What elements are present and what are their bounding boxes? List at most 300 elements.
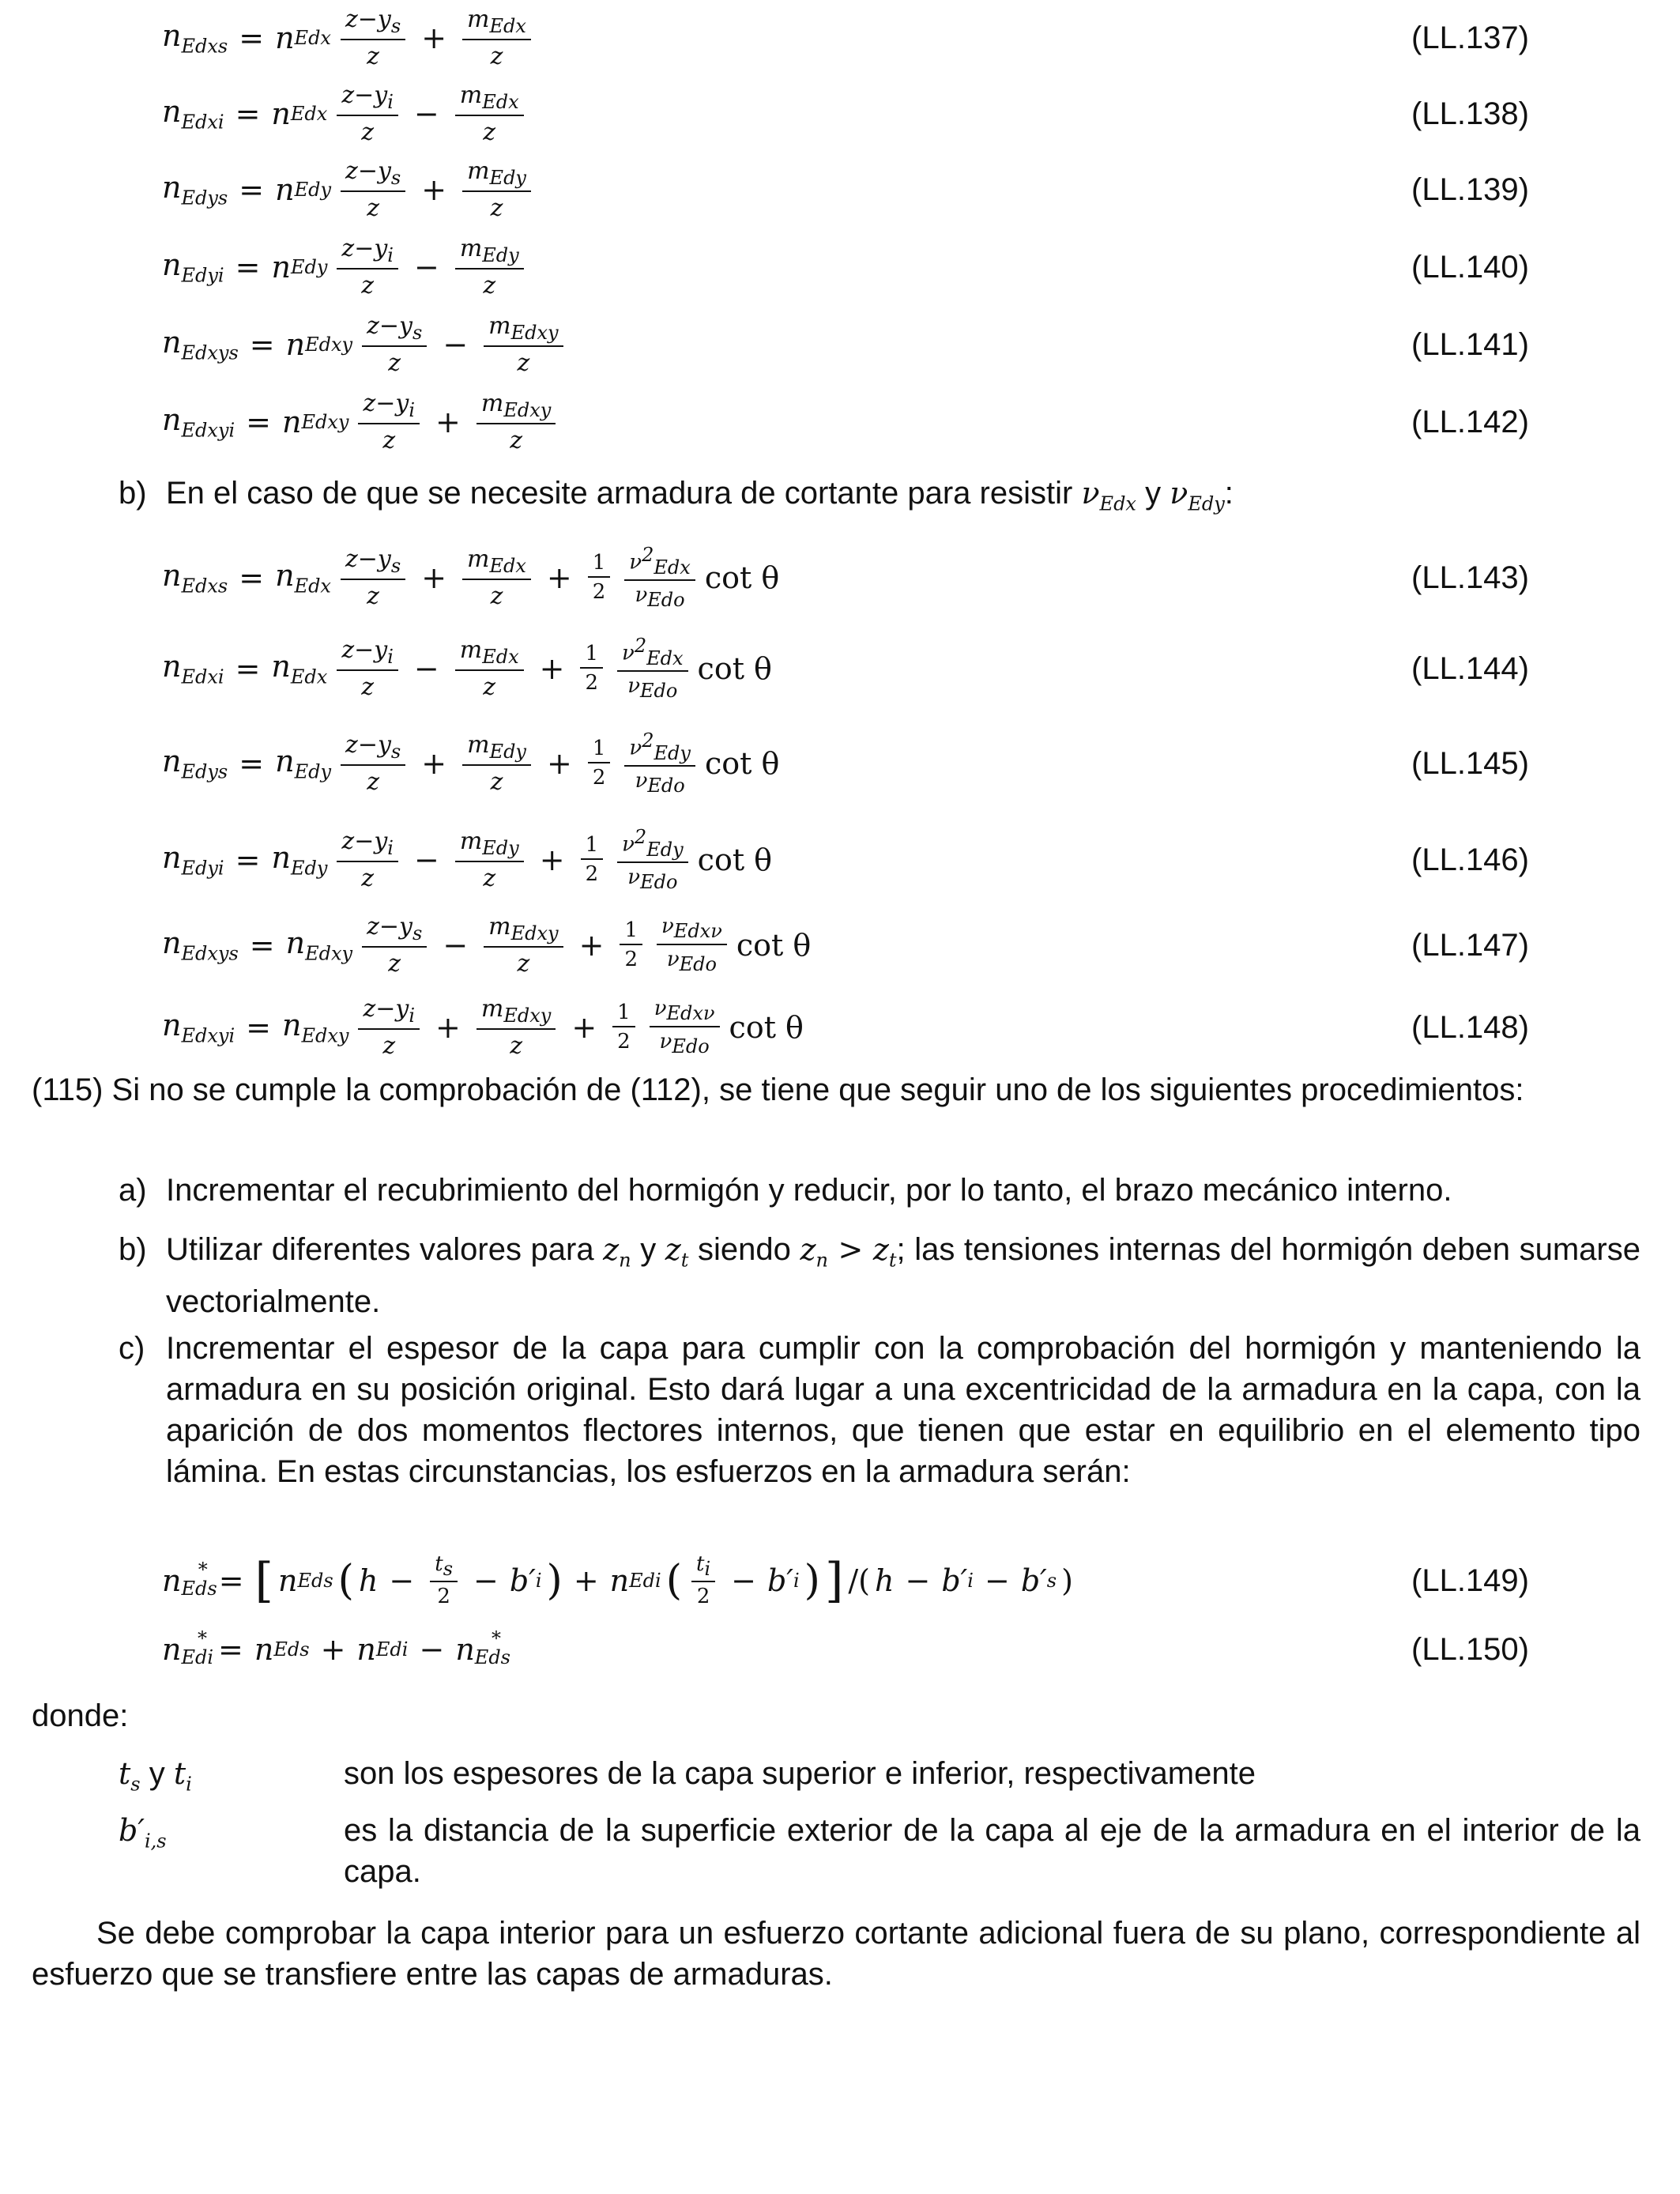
list-marker: a)	[119, 1173, 147, 1208]
equation-row	[162, 540, 1585, 616]
operator: +	[435, 1009, 461, 1045]
sub: i,s	[144, 1830, 167, 1853]
conj: y	[1145, 476, 1162, 511]
sub: s	[130, 1773, 141, 1796]
fraction	[455, 828, 524, 891]
sub: t	[680, 1249, 689, 1272]
numerator	[477, 390, 556, 424]
fraction	[341, 6, 405, 69]
text: siendo	[698, 1232, 791, 1267]
operator: +	[421, 172, 447, 207]
sub: Edx	[482, 646, 519, 669]
denominator: z	[510, 426, 522, 454]
numerator	[455, 637, 524, 670]
math-variable	[162, 558, 228, 598]
fraction	[477, 996, 556, 1058]
equals: =	[249, 326, 275, 362]
list-text: Incrementar el recubrimiento del hormigón y reducir, por lo tanto, el brazo mecánico interno.	[166, 1173, 1452, 1208]
fraction	[337, 637, 398, 699]
sub: Edxs	[181, 575, 228, 598]
sub: Edy	[290, 857, 328, 880]
sub: Edy	[1188, 492, 1225, 515]
sub: Edo	[679, 953, 717, 976]
math-variable	[271, 840, 327, 880]
lhs	[162, 170, 228, 209]
var: n	[162, 18, 182, 54]
denominator: 2	[592, 766, 606, 790]
cot-theta: cot θ	[736, 927, 812, 963]
denominator	[627, 863, 677, 893]
operator: −	[443, 326, 469, 362]
fraction-shear	[624, 730, 695, 797]
numerator	[358, 390, 420, 424]
fraction	[484, 914, 563, 976]
fraction	[337, 82, 398, 145]
sub: Edxy	[305, 942, 353, 965]
definition-text: es la distancia de la superficie exterior de la capa al eje de la armadura en el interior de la capa.	[344, 1813, 1640, 1889]
math-variable	[467, 545, 526, 578]
lhs	[162, 18, 228, 58]
equation-number: (LL.140)	[1411, 249, 1529, 285]
numerator: 1	[581, 834, 604, 860]
text: z−y	[363, 995, 409, 1023]
sup: 2	[642, 544, 654, 567]
definition-ts-ti	[119, 1753, 1640, 1800]
equation-row	[162, 76, 1585, 152]
intro-text: En el caso de que se necesite armadura de cortante para resistir	[166, 476, 1073, 511]
denominator: z	[361, 864, 375, 892]
donde-label: donde:	[32, 1698, 129, 1733]
fraction	[337, 236, 398, 298]
operator: +	[571, 1009, 597, 1045]
sub: Edys	[181, 187, 228, 209]
equals: =	[235, 96, 261, 131]
denominator	[667, 945, 717, 975]
list-marker: b)	[119, 476, 147, 511]
denominator	[627, 672, 677, 702]
equals: =	[235, 843, 261, 877]
var: n	[285, 925, 306, 961]
var: n	[162, 840, 182, 876]
denominator: z	[490, 767, 503, 796]
operator: +	[546, 560, 572, 595]
operator: +	[421, 746, 447, 781]
numerator	[617, 635, 688, 672]
var: m	[488, 312, 511, 341]
sub: Edo	[672, 1035, 710, 1058]
equation-body	[162, 6, 536, 69]
numerator	[341, 732, 405, 765]
text: z−y	[341, 636, 388, 665]
var: n	[281, 1008, 302, 1043]
list-item-a	[119, 1170, 1640, 1211]
operator: +	[435, 404, 461, 439]
sub: Edxyi	[181, 419, 235, 442]
lhs	[162, 402, 235, 442]
var: ν	[1081, 476, 1100, 511]
cot-theta: cot θ	[704, 560, 780, 595]
list-item-b-shear	[119, 473, 1640, 525]
sub: Edxy	[503, 1005, 552, 1027]
equation-row	[162, 990, 1585, 1065]
math-variable	[162, 649, 224, 688]
sub: Edyi	[181, 857, 224, 880]
equation-ll149	[162, 1543, 1585, 1619]
numerator	[341, 546, 405, 579]
definition-b	[119, 1810, 1640, 1897]
closing-paragraph: Se debe comprobar la capa interior para un esfuerzo cortante adicional fuera de su plano, correspondiente al esfuerzo que se transfiere entre las capas de armaduras.	[32, 1916, 1640, 1992]
mid: y	[140, 1756, 174, 1791]
denominator: z	[361, 673, 375, 701]
cot-theta: cot θ	[697, 843, 773, 877]
sub: Edx	[290, 102, 328, 125]
sub: i	[409, 1005, 416, 1027]
sub: Edyi	[181, 264, 224, 287]
definition-symbol	[119, 1810, 167, 1862]
numerator	[624, 730, 695, 767]
fraction	[341, 546, 405, 609]
var: ν	[627, 865, 641, 890]
operator: +	[539, 843, 565, 877]
sub: Edxy	[305, 333, 353, 356]
denominator: z	[382, 1031, 396, 1060]
denominator: 2	[624, 947, 638, 971]
math-variable	[282, 1008, 348, 1047]
equation-body: n $_{Edi}$ * = n Eds + n Edi − n $_{Eds}$ *	[162, 1627, 510, 1668]
sub: Edy	[654, 741, 691, 764]
text: z−y	[367, 913, 412, 941]
definition-symbol	[119, 1753, 192, 1805]
sub: s	[390, 167, 401, 190]
denominator: z	[510, 1031, 522, 1060]
sub: i	[387, 91, 394, 114]
sub: Edy	[294, 760, 332, 783]
denominator: z	[517, 949, 530, 978]
var: n	[271, 649, 291, 684]
sub: Edys	[181, 760, 228, 783]
equation-number: (LL.143)	[1411, 560, 1529, 595]
sub: n	[619, 1249, 631, 1272]
numerator: 1	[588, 737, 611, 763]
denominator: z	[483, 864, 496, 892]
math-inequality	[800, 1232, 897, 1272]
sub: Edx	[646, 647, 684, 669]
sub: Edx	[489, 15, 526, 38]
fraction-half	[581, 834, 604, 885]
cot-theta: cot θ	[704, 746, 780, 781]
sub: Edy	[294, 178, 332, 201]
denominator: z	[388, 949, 401, 978]
equation-number: (LL.137)	[1411, 20, 1529, 55]
equation-body: n $_{Eds}$ * = [ n Eds ( h − $\frac{t_s}{2}$ − b′ i ) + n Edi ( $\frac{t_i}{2}$ − b′ i ) ] /( h − b′ i − b′ s )	[162, 1551, 1073, 1609]
math-variable	[162, 925, 239, 965]
sub: Edy	[489, 741, 526, 763]
numerator	[484, 313, 563, 346]
denominator: z	[517, 349, 530, 377]
denominator: z	[490, 582, 503, 610]
text: z−y	[345, 731, 391, 760]
numerator	[462, 6, 531, 40]
equation-body	[162, 236, 529, 298]
fraction	[455, 82, 524, 145]
denominator: z	[388, 349, 401, 377]
sub: Edy	[646, 838, 684, 861]
operator: +	[547, 746, 572, 781]
operator: −	[413, 843, 439, 877]
list-text	[166, 1229, 1640, 1322]
sub: Edxi	[181, 111, 224, 134]
equals: =	[239, 20, 265, 55]
var: n	[162, 649, 182, 684]
sub: i	[387, 837, 394, 860]
var: n	[285, 326, 306, 362]
equation-number: (LL.138)	[1411, 96, 1529, 131]
sub: Edxyi	[181, 1024, 235, 1047]
var: m	[467, 6, 490, 34]
operator: −	[443, 927, 469, 963]
fraction	[462, 158, 531, 221]
text: ; las tensiones internas del hormigón deben sumarse vectorialmente.	[166, 1232, 1640, 1319]
var: n	[275, 744, 295, 779]
fraction	[477, 390, 556, 453]
sub: s	[412, 922, 423, 945]
var: n	[271, 840, 291, 876]
var: t	[119, 1756, 131, 1791]
list-item-b	[119, 1229, 1640, 1322]
equation-row	[162, 229, 1585, 305]
numerator	[341, 158, 405, 191]
sub: s	[390, 15, 401, 38]
list-marker: c)	[119, 1331, 145, 1366]
sub: Edxy	[301, 410, 349, 433]
list-text	[166, 473, 1640, 525]
numerator	[337, 236, 398, 269]
fraction	[455, 236, 524, 298]
var: n	[271, 96, 291, 131]
sub: s	[390, 741, 401, 763]
equals: =	[239, 560, 265, 595]
equation-body	[162, 914, 811, 976]
var: n	[162, 247, 182, 283]
math-variable	[286, 925, 352, 965]
text: z−y	[341, 827, 388, 856]
fraction-shear	[617, 827, 688, 893]
numerator: 1	[612, 1001, 635, 1027]
denominator: z	[367, 194, 380, 222]
equals: =	[239, 746, 265, 781]
sub: s	[390, 555, 401, 578]
equation-number: (LL.141)	[1411, 326, 1529, 362]
fraction-shear	[624, 545, 695, 611]
math-zn	[603, 1232, 631, 1272]
fraction-half	[612, 1001, 635, 1053]
math-zt	[665, 1232, 689, 1272]
gt: > z	[827, 1232, 889, 1267]
math-variable	[162, 744, 228, 783]
equation-row	[162, 384, 1585, 460]
numerator	[462, 546, 531, 579]
math-variable	[271, 649, 327, 688]
equation-number: (LL.150)	[1411, 1631, 1529, 1667]
numerator	[337, 637, 398, 670]
sup: 2	[642, 729, 654, 752]
math-variable	[162, 840, 224, 880]
denominator: 2	[592, 580, 606, 604]
math-variable	[480, 995, 552, 1027]
operator: −	[413, 96, 439, 131]
equals: =	[249, 927, 275, 963]
var: n	[162, 402, 182, 438]
lhs	[162, 325, 239, 364]
sub: Edxs	[181, 35, 228, 58]
denominator	[660, 1027, 710, 1057]
numerator	[337, 828, 398, 861]
numerator	[455, 236, 524, 269]
equation-number: (LL.149)	[1411, 1563, 1529, 1598]
text: z−y	[363, 390, 409, 418]
var: n	[281, 404, 302, 439]
sub: Edxys	[181, 942, 239, 965]
equation-row	[162, 631, 1585, 707]
var: ν	[659, 1029, 672, 1054]
fraction	[484, 313, 563, 375]
lhs	[162, 247, 224, 287]
math-variable	[459, 636, 519, 669]
var: m	[459, 81, 483, 110]
equation-row	[162, 822, 1585, 898]
var: ν	[1170, 476, 1188, 511]
fraction	[337, 828, 398, 891]
sub: Edy	[482, 244, 519, 267]
cot-theta: cot θ	[729, 1009, 804, 1045]
list-item-c	[119, 1328, 1640, 1492]
sub: Edy	[489, 167, 526, 190]
fraction-half	[588, 552, 611, 603]
numerator	[341, 6, 405, 40]
equation-row	[162, 0, 1585, 76]
numerator	[362, 313, 427, 346]
var: n	[271, 249, 291, 285]
sup: 2	[634, 635, 647, 658]
math-v-edy	[1170, 476, 1225, 515]
numerator	[624, 545, 695, 581]
fraction	[462, 6, 531, 69]
numerator	[650, 997, 720, 1027]
var: n	[162, 925, 182, 961]
var: m	[467, 545, 490, 574]
sub: i	[387, 244, 394, 267]
numerator	[484, 914, 563, 947]
math-variable	[275, 558, 331, 598]
text: z−y	[345, 545, 391, 574]
text: Utilizar diferentes valores para	[166, 1232, 594, 1267]
denominator: z	[367, 582, 379, 610]
var: t	[173, 1756, 186, 1791]
operator: −	[413, 651, 439, 686]
denominator: z	[483, 271, 496, 300]
sub: i	[387, 646, 394, 669]
fraction-shear	[657, 915, 727, 974]
sub: Edxy	[510, 922, 559, 945]
fraction	[362, 313, 427, 375]
var: ν	[622, 832, 635, 857]
denominator: 2	[585, 671, 599, 695]
conj: y	[640, 1232, 657, 1267]
numerator	[337, 82, 398, 115]
sub: i	[186, 1773, 192, 1796]
var: z	[665, 1232, 681, 1267]
sub: Edy	[482, 837, 519, 860]
var: z	[800, 1232, 816, 1267]
var: m	[480, 390, 504, 418]
sub: Edo	[640, 680, 678, 703]
text: z−y	[341, 235, 388, 263]
equation-body	[162, 730, 779, 797]
fraction	[358, 390, 420, 453]
equation-number: (LL.139)	[1411, 172, 1529, 207]
equation-number: (LL.146)	[1411, 842, 1529, 877]
var: z	[603, 1232, 620, 1267]
lhs	[162, 94, 224, 134]
fraction-half	[588, 737, 611, 789]
var: n	[275, 558, 295, 594]
equation-body	[162, 313, 568, 375]
cot-theta: cot θ	[697, 651, 772, 686]
sub: Edx	[489, 555, 526, 578]
var: ν	[666, 947, 680, 971]
sub: Edxy	[301, 1024, 349, 1047]
var: ν	[629, 736, 642, 760]
fraction	[341, 158, 405, 221]
numerator	[362, 914, 427, 947]
definition-text: son los espesores de la capa superior e inferior, respectivamente	[344, 1756, 1256, 1791]
denominator: z	[490, 42, 503, 70]
equation-row	[162, 307, 1585, 383]
var: ν	[635, 583, 648, 608]
numerator	[477, 996, 556, 1029]
fraction	[341, 732, 405, 794]
var: ν	[661, 914, 674, 939]
equation-row	[162, 907, 1585, 983]
numerator: 1	[620, 919, 642, 945]
sub: Edxν	[666, 1002, 715, 1025]
fraction: $\frac{t_s}{2}$	[430, 1553, 458, 1608]
sub: Edxy	[503, 399, 552, 422]
denominator: z	[490, 194, 503, 222]
sub: i	[409, 399, 416, 422]
math-variable	[467, 731, 526, 763]
var: n	[162, 94, 182, 130]
operator: +	[421, 20, 447, 55]
denominator: z	[483, 118, 496, 146]
math-variable	[275, 744, 331, 783]
equation-number: (LL.147)	[1411, 927, 1529, 963]
fraction-half	[620, 919, 642, 971]
equation-body	[162, 158, 536, 221]
equation-number: (LL.144)	[1411, 650, 1529, 686]
sub: Edxi	[181, 665, 224, 688]
numerator: 1	[588, 552, 611, 578]
equation-row	[162, 152, 1585, 228]
list-marker: b)	[119, 1232, 147, 1267]
denominator: 2	[585, 862, 599, 886]
sub: s	[412, 322, 423, 345]
equation-body	[162, 545, 779, 611]
var: ν	[629, 550, 642, 575]
fraction	[462, 546, 531, 609]
var: ν	[622, 641, 635, 665]
var: m	[467, 731, 490, 760]
